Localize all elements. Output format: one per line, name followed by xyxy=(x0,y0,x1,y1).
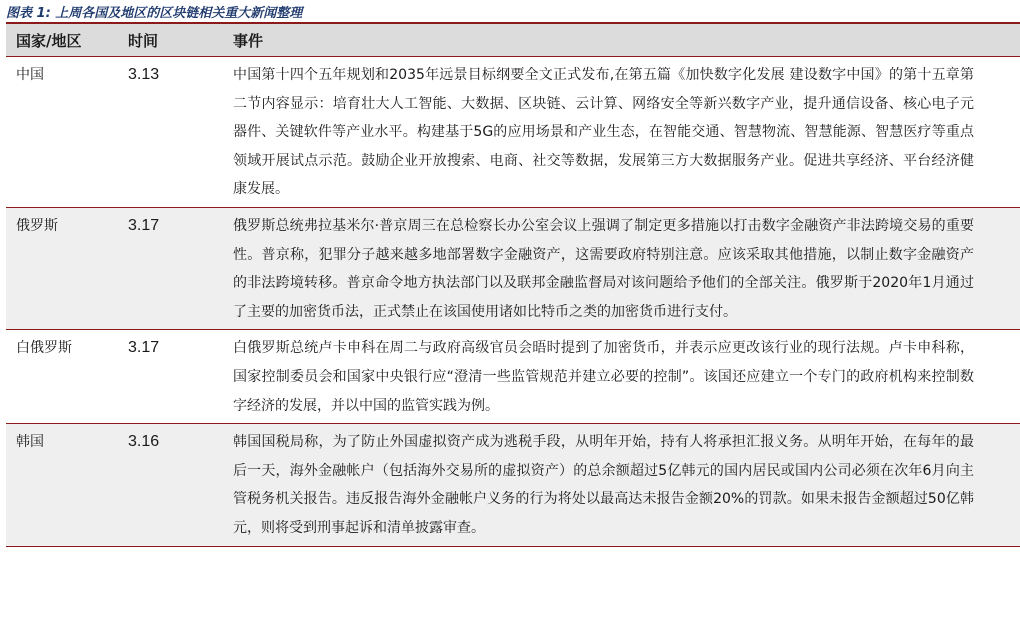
table-row xyxy=(6,207,1020,329)
event-cell: 俄罗斯总统弗拉基米尔·普京周三在总检察长办公室会议上强调了制定更多措施以打击数字金融资产非法跨境交易的重要性。普京称，犯罪分子越来越多地部署数字金融资产，这需要政府特别注意。应该采取其他措施，以制止数字金融资产的非法跨境转移。普京命令地方执法部门以及联邦金融监督局对该问题给予他们的全部关注。俄罗斯于2020年1月通过了主要的加密货币法，正式禁止在该国使用诸如比特币之类的加密货币进行支付。 xyxy=(223,207,1020,329)
event-cell: 中国第十四个五年规划和2035年远景目标纲要全文正式发布,在第五篇《加快数字化发展 建设数字中国》的第十五章第二节内容显示：培育壮大人工智能、大数据、区块链、云计算、网络安全等新兴数字产业，提升通信设备、核心电子元器件、关键软件等产业水平。构建基于5G的应用场景和产业生态，在智能交通、智慧物流、智慧能源、智慧医疗等重点领域开展试点示范。鼓励企业开放搜索、电商、社交等数据，发展第三方大数据服务产业。促进共享经济、平台经济健康发展。 xyxy=(223,57,1020,208)
region-cell: 俄罗斯 xyxy=(6,207,118,329)
region-cell: 韩国 xyxy=(6,424,118,546)
table-row xyxy=(6,424,1020,546)
table-row xyxy=(6,330,1020,424)
news-table xyxy=(6,22,1020,547)
event-cell: 韩国国税局称，为了防止外国虚拟资产成为逃税手段，从明年开始，持有人将承担汇报义务。从明年开始，在每年的最后一天，海外金融帐户（包括海外交易所的虚拟资产）的总余额超过5亿韩元的国内居民或国内公司必须在次年6月向主管税务机关报告。违反报告海外金融帐户义务的行为将处以最高达未报告金额20%的罚款。如果未报告金额超过50亿韩元，则将受到刑事起诉和清单披露审查。 xyxy=(223,424,1020,546)
time-cell: 3.17 xyxy=(118,207,223,329)
table-caption: 图表 1: 上周各国及地区的区块链相关重大新闻整理 xyxy=(6,5,303,21)
time-cell: 3.13 xyxy=(118,57,223,208)
header-region: 国家/地区 xyxy=(6,23,118,57)
header-time: 时间 xyxy=(118,23,223,57)
time-cell: 3.16 xyxy=(118,424,223,546)
region-cell: 中国 xyxy=(6,57,118,208)
region-cell: 白俄罗斯 xyxy=(6,330,118,424)
time-cell: 3.17 xyxy=(118,330,223,424)
header-event: 事件 xyxy=(223,23,1020,57)
event-cell: 白俄罗斯总统卢卡申科在周二与政府高级官员会晤时提到了加密货币，并表示应更改该行业的现行法规。卢卡申科称，国家控制委员会和国家中央银行应“澄清一些监管规范并建立必要的控制”。该国还应建立一个专门的政府机构来控制数字经济的发展，并以中国的监管实践为例。 xyxy=(223,330,1020,424)
table-header-row xyxy=(6,23,1020,57)
table-row xyxy=(6,57,1020,208)
